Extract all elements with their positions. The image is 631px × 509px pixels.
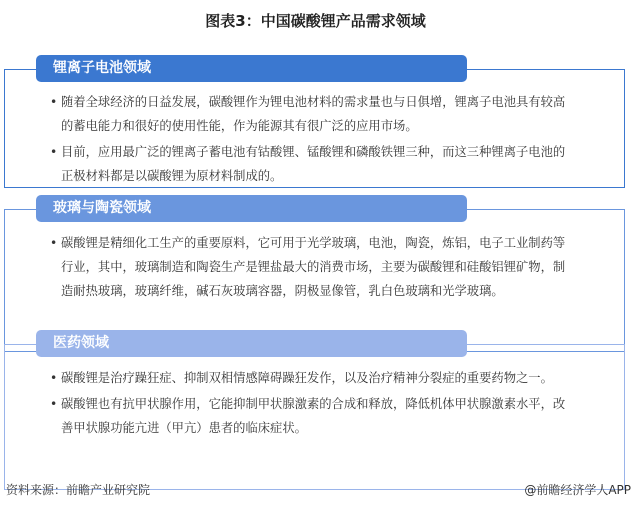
list-item: • 目前，应用最广泛的锂离子蓄电池有钴酸锂、锰酸锂和磷酸铁锂三种，而这三种锂离子电池的正极材料都是以碳酸锂为原材料制成的。 [50,140,570,188]
list-item: • 碳酸锂是治疗躁狂症、抑制双相情感障碍躁狂发作，以及治疗精神分裂症的重要药物之一。 [50,366,570,390]
section-heading: 玻璃与陶瓷领域 [36,195,467,222]
list-item: • 随着全球经济的日益发展，碳酸锂作为锂电池材料的需求量也与日俱增，锂离子电池具有较高的蓄电能力和很好的使用性能，作为能源其有很广泛的应用市场。 [50,90,570,138]
section-list [50,231,570,305]
section-heading: 医药领域 [36,330,467,357]
brand-credit: @前瞻经济学人APP [524,483,631,497]
section-list [50,366,570,442]
section-list [50,90,570,190]
list-item: • 碳酸锂是精细化工生产的重要原料，它可用于光学玻璃，电池，陶瓷，炼铝，电子工业制药等行业，其中，玻璃制造和陶瓷生产是锂盐最大的消费市场，主要为碳酸锂和硅酸铝锂矿物，制造耐热玻璃，玻璃纤维，碱石灰玻璃容器，阴极显像管，乳白色玻璃和光学玻璃。 [50,231,570,303]
page-title: 图表3：中国碳酸锂产品需求领域 [205,12,426,30]
source-note: 资料来源：前瞻产业研究院 [6,483,151,497]
section-heading: 锂离子电池领域 [36,55,467,82]
list-item: • 碳酸锂也有抗甲状腺作用，它能抑制甲状腺激素的合成和释放，降低机体甲状腺激素水平，改善甲状腺功能亢进（甲亢）患者的临床症状。 [50,392,570,440]
